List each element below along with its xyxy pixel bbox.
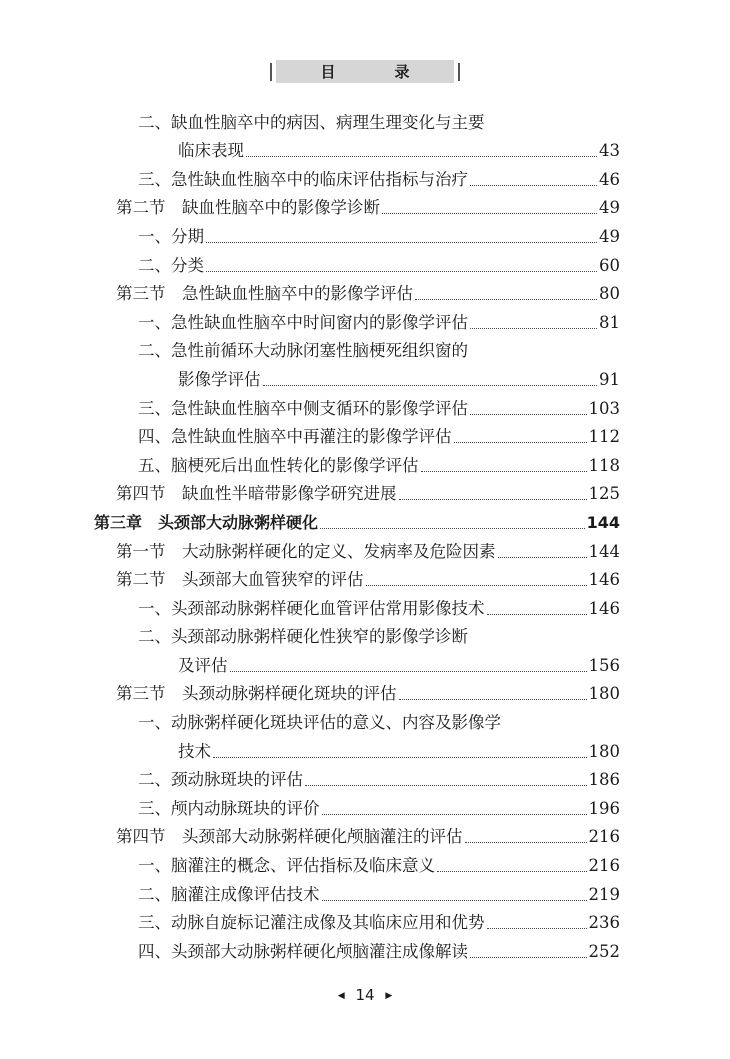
toc-entry[interactable] bbox=[0, 762, 730, 791]
toc-entry-title: 临床表现 bbox=[178, 141, 244, 161]
page-title: 目 录 bbox=[276, 60, 453, 83]
toc-entry-title: 二、分类 bbox=[138, 255, 204, 275]
toc-entry-title: 五、脑梗死后出血性转化的影像学评估 bbox=[138, 455, 419, 475]
toc-entry[interactable] bbox=[0, 847, 730, 876]
dot-leader bbox=[305, 784, 587, 786]
toc-entry-page: 125 bbox=[588, 484, 620, 504]
toc-entry-page: 180 bbox=[588, 684, 620, 704]
toc-entry-page: 156 bbox=[588, 655, 620, 675]
toc-entry-title: 一、分期 bbox=[138, 226, 204, 246]
toc-entry[interactable] bbox=[0, 905, 730, 934]
toc-entry-page: 146 bbox=[588, 598, 620, 618]
toc-entry[interactable] bbox=[0, 790, 730, 819]
dot-leader bbox=[454, 441, 587, 443]
toc-entry[interactable] bbox=[0, 504, 730, 533]
toc-entry[interactable] bbox=[0, 133, 730, 162]
toc-entry-page: 144 bbox=[586, 512, 620, 532]
dot-leader bbox=[498, 556, 587, 558]
toc-entry-title: 及评估 bbox=[178, 655, 228, 675]
dot-leader bbox=[366, 584, 587, 586]
toc-entry-page: 60 bbox=[599, 255, 620, 275]
toc-entry-title: 第二节 缺血性脑卒中的影像学诊断 bbox=[116, 198, 380, 218]
toc-entry-page: 46 bbox=[599, 169, 620, 189]
toc-entry-page: 43 bbox=[599, 141, 620, 161]
toc-entry-page: 196 bbox=[588, 798, 620, 818]
dot-leader bbox=[470, 327, 597, 329]
dot-leader bbox=[206, 241, 597, 243]
toc-entry-title: 二、脑灌注成像评估技术 bbox=[138, 884, 320, 904]
toc-entry[interactable] bbox=[0, 190, 730, 219]
toc-entry[interactable] bbox=[0, 876, 730, 905]
toc-entry-page: 112 bbox=[588, 427, 620, 447]
table-of-contents bbox=[0, 104, 730, 962]
toc-entry[interactable] bbox=[0, 161, 730, 190]
dot-leader bbox=[320, 527, 585, 529]
toc-entry-title: 第三章 头颈部大动脉粥样硬化 bbox=[94, 512, 319, 532]
page-number: 14 bbox=[355, 986, 375, 1004]
dot-leader bbox=[399, 498, 587, 500]
toc-entry-page: 219 bbox=[588, 884, 620, 904]
toc-entry[interactable] bbox=[0, 933, 730, 962]
toc-entry-page: 81 bbox=[599, 312, 620, 332]
toc-entry-title: 二、头颈部动脉粥样硬化性狭窄的影像学诊断 bbox=[138, 627, 468, 647]
dot-leader bbox=[421, 470, 587, 472]
dot-leader bbox=[399, 698, 587, 700]
dot-leader bbox=[382, 212, 597, 214]
toc-entry-title: 第三节 急性缺血性脑卒中的影像学评估 bbox=[116, 284, 413, 304]
toc-entry-page: 80 bbox=[599, 284, 620, 304]
dot-leader bbox=[437, 870, 587, 872]
toc-entry-title: 三、颅内动脉斑块的评价 bbox=[138, 798, 320, 818]
toc-entry-title: 影像学评估 bbox=[178, 369, 261, 389]
toc-entry[interactable] bbox=[0, 304, 730, 333]
header-bar-right bbox=[458, 63, 460, 81]
toc-entry[interactable] bbox=[0, 218, 730, 247]
toc-entry[interactable] bbox=[0, 533, 730, 562]
page-footer bbox=[0, 986, 730, 1004]
toc-entry-title: 第四节 头颈部大动脉粥样硬化颅脑灌注的评估 bbox=[116, 827, 463, 847]
toc-entry-title: 一、脑灌注的概念、评估指标及临床意义 bbox=[138, 856, 435, 876]
toc-entry[interactable] bbox=[0, 104, 730, 133]
toc-entry-page: 216 bbox=[588, 856, 620, 876]
toc-entry-page: 118 bbox=[588, 455, 620, 475]
dot-leader bbox=[465, 841, 587, 843]
toc-entry-title: 四、头颈部大动脉粥样硬化颅脑灌注成像解读 bbox=[138, 941, 468, 961]
header-box bbox=[270, 60, 459, 83]
dot-leader bbox=[470, 184, 597, 186]
toc-entry[interactable] bbox=[0, 361, 730, 390]
dot-leader bbox=[487, 927, 587, 929]
dot-leader bbox=[470, 956, 587, 958]
dot-leader bbox=[230, 670, 587, 672]
toc-entry[interactable] bbox=[0, 562, 730, 591]
toc-entry[interactable] bbox=[0, 819, 730, 848]
toc-entry[interactable] bbox=[0, 476, 730, 505]
toc-entry-title: 二、缺血性脑卒中的病因、病理生理变化与主要 bbox=[138, 112, 485, 132]
toc-entry-title: 技术 bbox=[178, 741, 211, 761]
toc-entry[interactable] bbox=[0, 590, 730, 619]
page-header bbox=[0, 60, 730, 83]
dot-leader bbox=[322, 899, 587, 901]
toc-entry-title: 第四节 缺血性半暗带影像学研究进展 bbox=[116, 484, 397, 504]
toc-entry[interactable] bbox=[0, 276, 730, 305]
toc-entry[interactable] bbox=[0, 447, 730, 476]
toc-entry-title: 四、急性缺血性脑卒中再灌注的影像学评估 bbox=[138, 427, 452, 447]
toc-entry-title: 三、动脉自旋标记灌注成像及其临床应用和优势 bbox=[138, 913, 485, 933]
toc-entry[interactable] bbox=[0, 390, 730, 419]
toc-entry[interactable] bbox=[0, 247, 730, 276]
toc-entry-page: 49 bbox=[599, 226, 620, 246]
toc-entry-title: 一、头颈部动脉粥样硬化血管评估常用影像技术 bbox=[138, 598, 485, 618]
dot-leader bbox=[263, 384, 598, 386]
toc-entry-title: 第一节 大动脉粥样硬化的定义、发病率及危险因素 bbox=[116, 541, 496, 561]
toc-entry-page: 252 bbox=[588, 941, 620, 961]
toc-entry[interactable] bbox=[0, 733, 730, 762]
toc-entry-title: 三、急性缺血性脑卒中侧支循环的影像学评估 bbox=[138, 398, 468, 418]
left-arrow-icon: ◀ bbox=[337, 991, 345, 1001]
dot-leader bbox=[206, 270, 597, 272]
toc-entry-page: 91 bbox=[599, 369, 620, 389]
toc-entry[interactable] bbox=[0, 619, 730, 648]
toc-entry-title: 一、急性缺血性脑卒中时间窗内的影像学评估 bbox=[138, 312, 468, 332]
toc-entry[interactable] bbox=[0, 333, 730, 362]
toc-entry-title: 二、颈动脉斑块的评估 bbox=[138, 770, 303, 790]
toc-entry-page: 180 bbox=[588, 741, 620, 761]
toc-entry[interactable] bbox=[0, 419, 730, 448]
header-bar-left bbox=[270, 63, 272, 81]
dot-leader bbox=[487, 613, 587, 615]
dot-leader bbox=[213, 756, 587, 758]
toc-entry-page: 216 bbox=[588, 827, 620, 847]
toc-entry-title: 二、急性前循环大动脉闭塞性脑梗死组织窗的 bbox=[138, 341, 468, 361]
toc-entry-title: 三、急性缺血性脑卒中的临床评估指标与治疗 bbox=[138, 169, 468, 189]
dot-leader bbox=[246, 155, 597, 157]
toc-entry[interactable] bbox=[0, 647, 730, 676]
toc-entry[interactable] bbox=[0, 676, 730, 705]
toc-entry-page: 103 bbox=[588, 398, 620, 418]
toc-entry-page: 144 bbox=[588, 541, 620, 561]
toc-entry-page: 49 bbox=[599, 198, 620, 218]
dot-leader bbox=[322, 813, 587, 815]
toc-entry-page: 146 bbox=[588, 570, 620, 590]
toc-entry-title: 第二节 头颈部大血管狭窄的评估 bbox=[116, 570, 364, 590]
toc-entry-title: 第三节 头颈动脉粥样硬化斑块的评估 bbox=[116, 684, 397, 704]
dot-leader bbox=[470, 413, 587, 415]
right-arrow-icon: ▶ bbox=[385, 991, 393, 1001]
toc-entry-page: 186 bbox=[588, 770, 620, 790]
toc-entry-page: 236 bbox=[588, 913, 620, 933]
toc-entry[interactable] bbox=[0, 704, 730, 733]
toc-entry-title: 一、动脉粥样硬化斑块评估的意义、内容及影像学 bbox=[138, 713, 501, 733]
dot-leader bbox=[415, 298, 597, 300]
